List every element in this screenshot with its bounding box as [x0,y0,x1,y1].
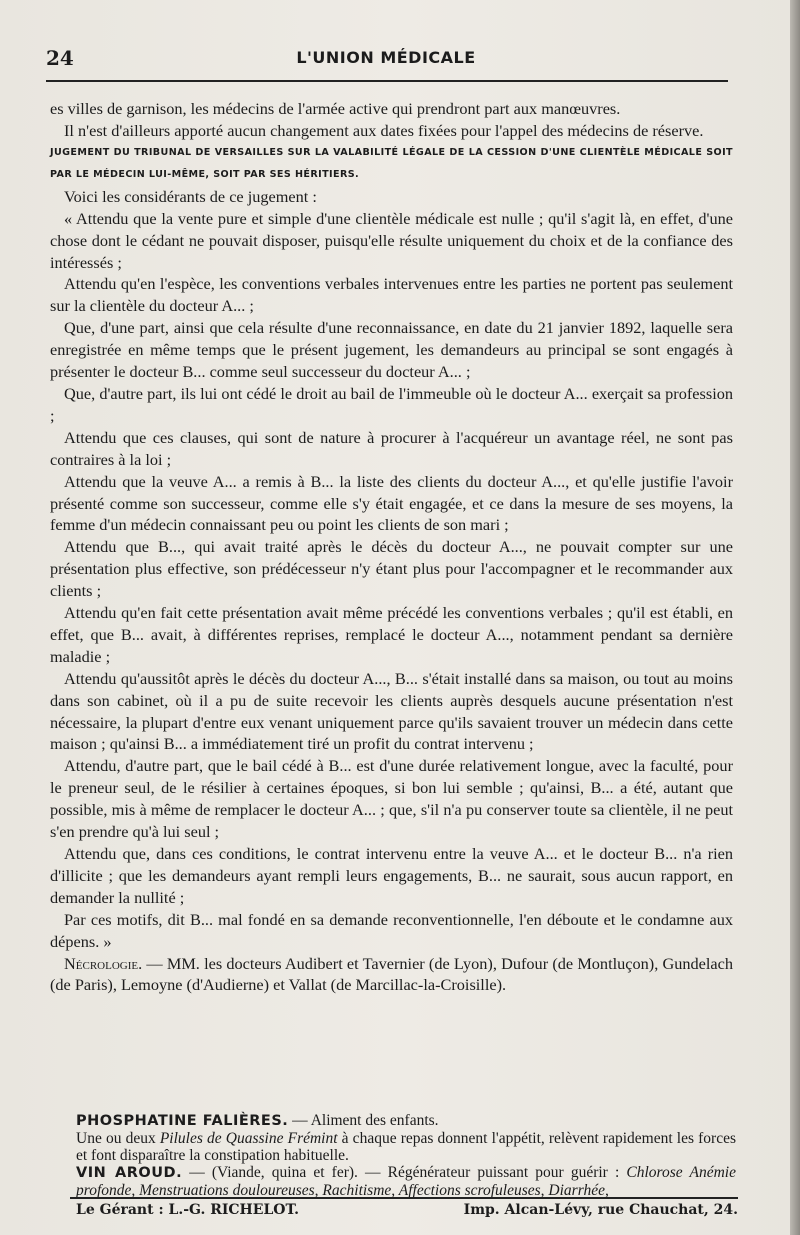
paragraph: Attendu qu'en l'espèce, les conventions verbales intervenues entre les parties ne portent pas seulement sur la clientèle du docteur A... ; [50,274,733,316]
ad-text: à chaque repas donnent l'appétit, relèvent rapidement les forces et font disparaître la constipation habituelle. [76,1130,736,1164]
ad-text: — (Viande, quina et fer). — Régénérateur puissant pour guérir : [182,1164,627,1181]
ad-title: VIN AROUD. [76,1165,183,1181]
running-head: L'UNION MÉDICALE [296,48,476,67]
paragraph: Attendu qu'en fait cette présentation avait même précédé les conventions verbales ; qu'il est établi, en effet, que B... avait, à différentes reprises, remplacé le docteur A..., notamment pendant sa dernière maladie ; [50,603,733,666]
page-footer [76,1202,738,1224]
ad-phosphatine [76,1112,736,1130]
paragraph: « Attendu que la vente pure et simple d'une clientèle médicale est nulle ; qu'il s'agit là, en effet, d'une chose dont le cédant ne pouvait disposer, puisqu'elle résulte uniquement du choix et de la confiance des intéressés ; [50,208,733,272]
footer-manager: Le Gérant : L.-G. RICHELOT. [76,1202,299,1218]
ad-text: Une ou deux [76,1130,160,1147]
ad-product: Pilules de Quassine Frémint [159,1130,338,1147]
obituary-text: — MM. les docteurs Audibert et Tavernier (de Lyon), Dufour (de Montluçon), Gundelach (de Paris), Lemoyne (d'Audierne) et Vallat (de Marcillac-la-Croisille). [50,953,733,995]
paragraph: Par ces motifs, dit B... mal fondé en sa demande reconventionnelle, l'en déboute et le condamne aux dépens. » [50,909,733,951]
ad-vin-aroud [76,1164,736,1199]
paragraph: Attendu que, dans ces conditions, le contrat intervenu entre la veuve A... et le docteur B... n'a rien d'illicite ; que les demandeurs ayant rempli leurs engagements, B... ne saurait, sous aucun rapport, en demander la nullité ; [50,844,733,907]
page-number: 24 [46,46,74,70]
section-heading: JUGEMENT DU TRIBUNAL DE VERSAILLES SUR LA VALABILITÉ LÉGALE DE LA CESSION D'UNE CLIENTÈLE MÉDICALE SOIT PAR LE MÉDECIN LUI-MÊME, SOIT PAR SES HÉRITIERS. [50,146,733,180]
ad-text: — Aliment des enfants. [288,1112,439,1129]
footer-printer: Imp. Alcan-Lévy, rue Chauchat, 24. [463,1202,738,1218]
paragraph: Attendu qu'aussitôt après le décès du docteur A..., B... s'était installé dans sa maison, ou tout au moins dans son cabinet, où il a pu de suite recevoir les clients auprès desquels aucune présentation n'est nécessaire, la plupart d'entre eux venant uniquement parce qu'ils savaient trouver un médecin dans cette maison ; qu'ainsi B... a immédiatement tiré un profit du contrat intervenu ; [50,668,733,754]
article-body [50,98,733,996]
paragraph: Attendu que B..., qui avait traité après le décès du docteur A..., ne pouvait compter sur une présentation plus effective, son prédécesseur n'y étant plus pour l'accompagner et le recommander aux clients ; [50,537,733,601]
footer-rule [70,1197,738,1199]
ad-title: PHOSPHATINE FALIÈRES. [76,1113,289,1129]
paragraph: es villes de garnison, les médecins de l'armée active qui prendront part aux manœuvres. [50,99,621,118]
ad-indications: Chlorose Anémie profonde, Menstruations douloureuses, Rachitisme, Affections scrofuleuses, Diarrhée, [76,1164,736,1199]
ad-quassine [76,1130,736,1164]
paragraph: Attendu que la veuve A... a remis à B... la liste des clients du docteur A..., et qu'elle justifie l'avoir présenté comme son successeur, comme elle s'y était engagée, et ce dans la mesure de ses moyens, la femme d'un médecin connaissant peu ou point les clients de son mari ; [50,471,733,535]
advertisements [76,1112,736,1199]
paragraph: Attendu que ces clauses, qui sont de nature à procurer à l'acquéreur un avantage réel, ne sont pas contraires à la loi ; [50,427,733,469]
paragraph: Que, d'une part, ainsi que cela résulte d'une reconnaissance, en date du 21 janvier 1892, laquelle sera enregistrée en même temps que le présent jugement, les demandeurs au principal se sont engagés à présenter le docteur B... comme seul successeur du docteur A... ; [50,318,733,382]
obituary-lead: Nécrologie. [64,953,143,973]
obituary-paragraph [50,953,733,997]
paragraph: Voici les considérants de ce jugement : [64,186,317,206]
paragraph: Il n'est d'ailleurs apporté aucun changement aux dates fixées pour l'appel des médecins de réserve. [64,120,704,140]
header-rule [46,80,728,82]
paragraph: Que, d'autre part, ils lui ont cédé le droit au bail de l'immeuble où le docteur A... exerçait sa profession ; [50,383,733,425]
page-header [46,46,726,76]
paragraph: Attendu, d'autre part, que le bail cédé à B... est d'une durée relativement longue, avec la faculté, pour le preneur seul, de le résilier à certaines époques, si bon lui semble ; qu'ainsi, B... a été, autant que possible, mis à même de remplacer le docteur A... ; que, s'il n'a pu conserver toute sa clientèle, il ne peut s'en prendre qu'à lui seul ; [50,756,733,842]
page-edge [790,0,800,1235]
